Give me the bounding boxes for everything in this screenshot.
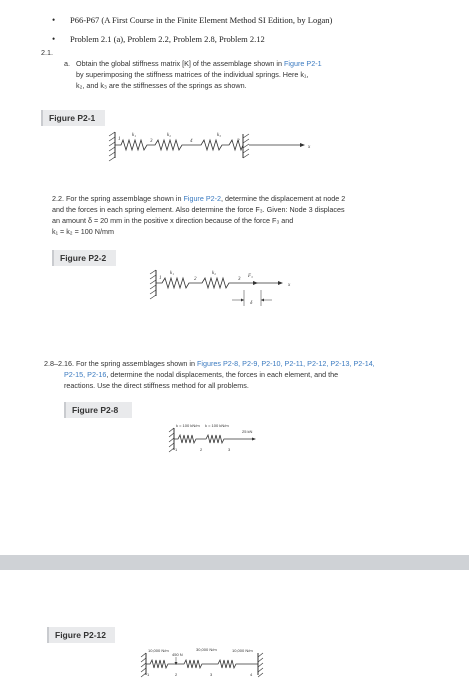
figure-p2-12-label-k1: 10,000 N/m [148,648,169,653]
figure-p2-8-node-1: 1 [175,447,178,452]
problem-2-2-line3: an amount δ = 20 mm in the positive x direction because of the force F₃ and [52,216,294,225]
figure-p2-2-link[interactable]: Figure P2-2 [183,194,222,203]
problem-2-2-text [52,193,462,237]
problem-2-8-line2: , determine the nodal displacements, the forces in each element, and the [106,370,339,379]
figure-p2-2-caption: Figure P2-2 [52,250,116,266]
figure-p2-8-node-3: 3 [228,447,231,452]
bullet-text: P66-P67 (A First Course in the Finite Element Method SI Edition, by Logan) [70,15,333,25]
figure-p2-8-diagram [168,420,272,454]
problem-2-2-line2: and the forces in each spring element. Also determine the force F₃. Given: Node 3 displaces [52,205,345,214]
figure-p2-2-delta: δ [250,301,253,306]
figure-p2-2-diagram [148,266,308,308]
figure-p2-1-node-2: 2 [237,139,240,144]
figure-p2-1-axis-x: x [308,145,311,150]
figure-p2-2-node-3: 3 [238,277,241,282]
figure-p2-2-label-k2: k₂ [212,271,216,276]
figure-p2-12-node-2: 2 [175,672,178,677]
figure-p2-12-label-k3: 10,000 N/m [232,648,253,653]
bullet-dot: • [52,15,56,25]
problem-2-8-line1: 2.8–2.16. For the spring assemblages shown in [44,359,198,368]
figure-p2-8-label-k2: k = 100 kN/m [205,423,229,428]
page-divider [0,555,469,570]
figure-p2-12-node-1: 1 [147,672,150,677]
problem-2-8-line3: reactions. Use the direct stiffness method for all problems. [64,381,249,390]
bullet-text: Problem 2.1 (a), Problem 2.2, Problem 2.8, Problem 2.12 [70,34,265,44]
bullet-dot: • [52,34,56,44]
problem-2-8-text [44,358,464,391]
figure-p2-8-node-2: 2 [200,447,203,452]
problem-2-1-line3: k₂, and k₃ are the stiffnesses of the springs as shown. [76,81,247,90]
figure-p2-12-node-4: 4 [250,672,253,677]
figure-p2-12-caption: Figure P2-12 [47,627,115,643]
figure-p2-1-node-4: 4 [190,139,193,144]
problem-2-1-line2: by superimposing the stiffness matrices of the individual springs. Here k₁, [76,70,309,79]
figure-p2-1-diagram [105,128,315,164]
figure-p2-1-link[interactable]: Figure P2-1 [284,59,322,68]
figure-p2-2-node-1: 1 [159,276,162,281]
figure-p2-2-label-f3: F₃ [248,274,253,279]
figure-p2-2-label-k1: k₁ [170,271,174,276]
figure-p2-2-node-2: 2 [194,277,197,282]
figure-p2-8-label-force: 25 kN [242,429,253,434]
figure-p2-1-node-3: 3 [150,139,153,144]
figure-p2-8-label-k1: k = 100 kN/m [176,423,200,428]
figure-p2-1-label-k2: k₂ [167,133,171,138]
problem-2-1-number: 2.1. [41,48,53,57]
figure-p2-12-label-k2: 30,000 N/m [196,647,217,652]
problem-2-1-part: a. [64,59,70,68]
figure-p2-12-label-force: 450 N [172,652,183,657]
figures-p2-8-link[interactable]: Figures P2-8, P2-9, P2-10, P2-11, P2-12, P2-13, P2-14, [197,359,375,368]
problem-2-2-line4: k₁ = k₂ = 100 N/mm [52,227,114,236]
bullet-item-2 [52,34,265,44]
figure-p2-8-caption: Figure P2-8 [64,402,132,418]
figure-p2-1-node-1: 1 [118,137,121,142]
problem-2-2-line1: 2.2. For the spring assemblage shown in [52,194,184,203]
problem-2-1-text [76,58,466,91]
figure-p2-1-caption: Figure P2-1 [41,110,105,126]
figures-p2-15-link[interactable]: P2-15, P2-16 [64,370,107,379]
problem-2-2-line1-end: , determine the displacement at node 2 [221,194,346,203]
figure-p2-1-label-k1: k₁ [132,133,136,138]
figure-p2-12-diagram [140,645,280,679]
problem-2-1-line1: Obtain the global stiffness matrix [K] of the assemblage shown in [76,59,285,68]
figure-p2-2-axis-x: x [288,283,291,288]
figure-p2-12-node-3: 3 [210,672,213,677]
figure-p2-1-label-k3: k₃ [217,133,221,138]
bullet-item-1 [52,15,333,25]
